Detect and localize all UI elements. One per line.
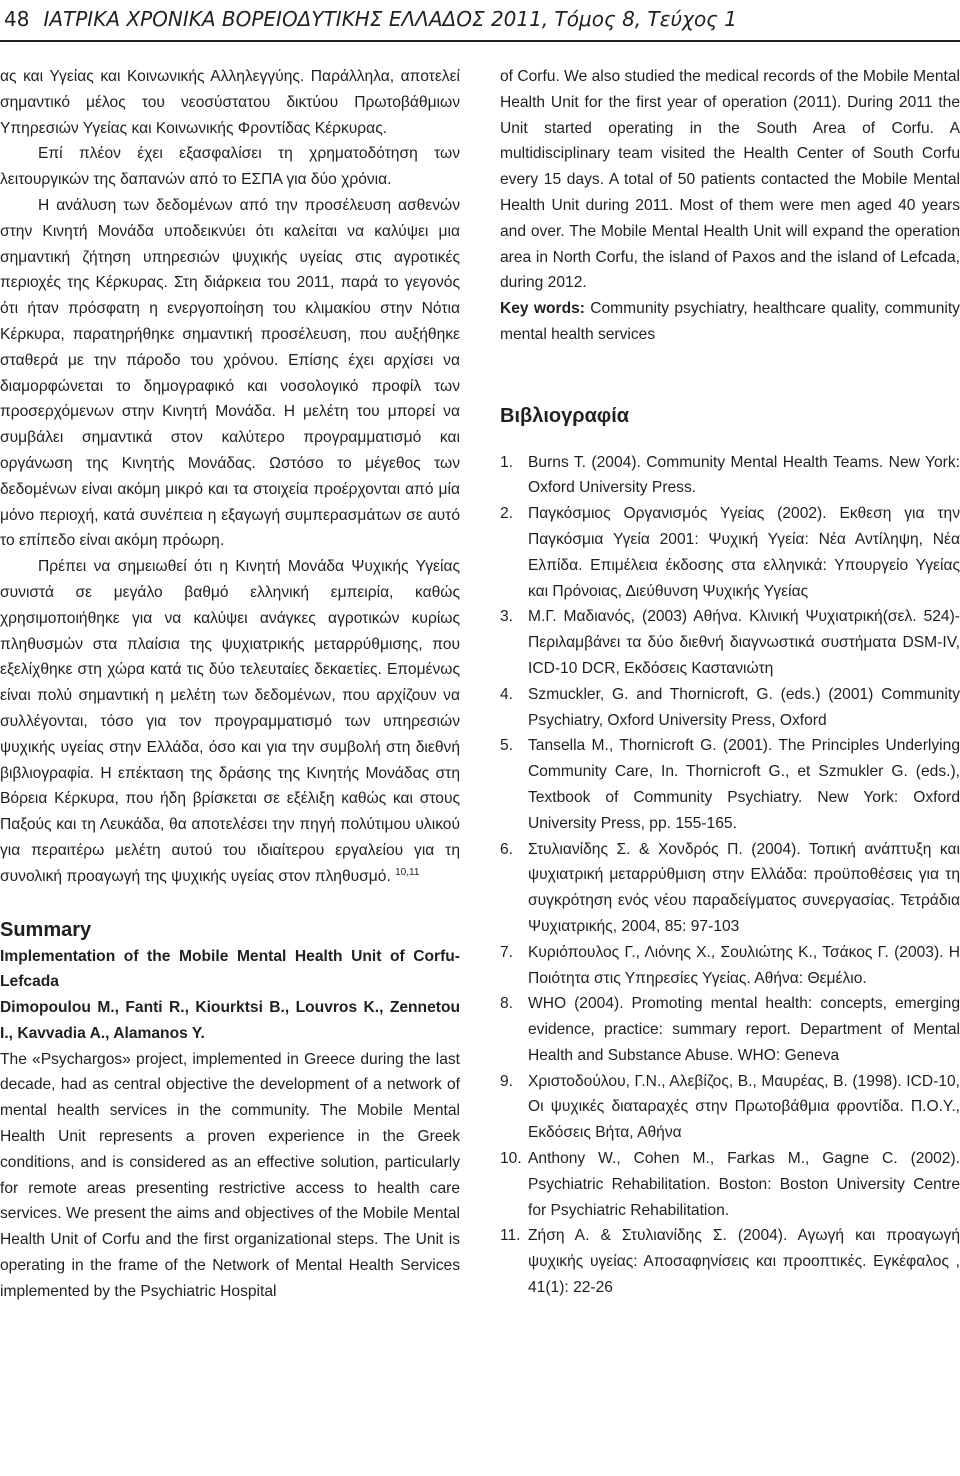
reference-number: 10. (500, 1150, 522, 1168)
reference-text: Tansella M., Thornicroft G. (2001). The Principles Underlying Community Care, In. Thornicroft G., et Szmukler G. (eds.), Textbook of Community Psychiatry. New York: Oxford University Press, pp. 155-165. (528, 737, 960, 832)
body-paragraph-with-citation (0, 554, 460, 889)
summary-title: Implementation of the Mobile Mental Health Unit of Corfu-Lefcada (0, 947, 460, 991)
citation-superscript: 10,11 (395, 866, 420, 878)
keywords-text: Community psychiatry, healthcare quality, community mental health services (500, 300, 960, 343)
reference-number: 3. (500, 608, 514, 626)
reference-text: Στυλιανίδης Σ. & Χονδρός Π. (2004). Τοπική ανάπτυξη και ψυχιατρική μεταρρύθμιση στην Ελλάδα: προϋποθέσεις για τη συγκρότηση ενός νέου παραδείγματος συνεργασίας. Τετράδια Ψυχιατρικής, 2004, 85: 97-103 (528, 840, 960, 935)
reference-item (500, 837, 960, 940)
reference-item (500, 940, 960, 992)
summary-authors: Dimopoulou M., Fanti R., Kiourktsi B., Louvros K., Zennetou I., Kavvadia A., Alamanos Y. (0, 999, 460, 1042)
keywords (500, 296, 960, 348)
reference-item (500, 991, 960, 1068)
reference-item (500, 682, 960, 734)
page-header (0, 0, 960, 42)
reference-number: 8. (500, 995, 514, 1013)
reference-item (500, 1069, 960, 1146)
reference-number: 1. (500, 453, 514, 471)
reference-number: 5. (500, 737, 514, 755)
summary-heading: Summary (0, 918, 92, 941)
reference-list (500, 450, 960, 1301)
page-number: 48 (4, 7, 30, 31)
reference-number: 4. (500, 685, 514, 703)
right-column (500, 64, 960, 1301)
reference-number: 9. (500, 1072, 514, 1090)
body-paragraph-text: Πρέπει να σημειωθεί ότι η Κινητή Μονάδα Ψυχικής Υγείας συνιστά σε μεγάλο βαθμό ελληνική εμπειρία, καθώς χρησιμοποιήθηκε για να καλύψει ανάγκες αγροτικών κυρίως πληθυσμών στα πλαίσια της ψυχιατρικής μεταρρύθμισης, που εξελίχθηκε στη χώρα κατά τις δύο τελευταίες δεκαετίες. Επομένως είναι πολύ σημαντική η μελέτη των δεδομένων, που αρχίζουν να συλλέγονται, τόσο για τον προγραμματισμό των υπηρεσιών ψυχικής υγείας στην Ελλάδα, όσο και για την συμβολή στη διεθνή βιβλιογραφία. Η επέκταση της δράσης της Κινητής Μονάδας στη Βόρεια Κέρκυρα, που ήδη βρίσκεται σε εξέλιξη καθώς και στους Παξούς και τη Λευκάδα, θα αποτελέσει την πηγή πολύτιμου υλικού για περαιτέρω μελέτη αυτού του ιδιαίτερου εργαλείου για τη συνολική προαγωγή της ψυχικής υγείας στον πληθυσμό. (0, 558, 460, 885)
reference-text: Ζήση Α. & Στυλιανίδης Σ. (2004). Αγωγή και προαγωγή ψυχικής υγείας: Αποσαφηνίσεις και προοπτικές. Εγκέφαλος , 41(1): 22-26 (528, 1227, 960, 1297)
summary-body: The «Psychargos» project, implemented in Greece during the last decade, had as central objective the development of a network of mental health services in the community. The Mobile Mental Health Unit represents a proven experience in the Greek conditions, and is considered as an effective solution, particularly for remote areas presenting restrictive access to health care services. We present the aims and objectives of the Mobile Mental Health Unit of Corfu and the first organizational steps. The Unit is operating in the frame of the Network of Mental Health Services implemented by the Psychiatric Hospital (0, 1050, 460, 1300)
reference-number: 7. (500, 943, 514, 961)
reference-number: 6. (500, 840, 514, 858)
body-paragraph: Η ανάλυση των δεδομένων από την προσέλευση ασθενών στην Κινητή Μονάδα υποδεικνύει ότι καλείται να καλύψει μια σημαντική ζήτηση υπηρεσιών ψυχικής υγείας στις αγροτικές περιοχές της Κέρκυρας. Στη διάρκεια του 2011, παρά το γεγονός ότι ήταν πρόσφατη η ενεργοποίηση του κλιμακίου στην Νότια Κέρκυρα, παρατηρήθηκε σημαντική προσέλευση, που αυξήθηκε σταθερά με την πάροδο του χρόνου. Επίσης έχει αρχίσει να διαμορφώνεται το δημογραφικό και νοσολογικό προφίλ των προσερχόμενων στην Κινητή Μονάδα. Η μελέτη του μπορεί να συμβάλει σημαντικά στον καλύτερο προγραμματισμό και οργάνωση της Κινητής Μονάδας. Ωστόσο το μέγεθος των δεδομένων είναι ακόμη μικρό και τα στοιχεία προέρχονται από μία μόνο περιοχή, κατά συνέπεια η εξαγωγή συμπερασμάτων σε αυτό το επίπεδο είναι ακόμη πρόωρη. (0, 196, 460, 550)
reference-number: 2. (500, 505, 514, 523)
keywords-label: Key words: (500, 300, 585, 318)
reference-text: Μ.Γ. Μαδιανός, (2003) Αθήνα. Κλινική Ψυχιατρική(σελ. 524)- Περιλαμβάνει τα δύο διεθνή διαγνωστικά συστήματα DSM-IV, ICD-10 DCR, Εκδόσεις Καστανιώτη (528, 608, 960, 677)
reference-text: WHO (2004). Promoting mental health: concepts, emerging evidence, practice: summary report. Department of Mental Health and Substance Abuse. WHO: Geneva (528, 995, 960, 1064)
journal-title: ΙΑΤΡΙΚΑ ΧΡΟΝΙΚΑ ΒΟΡΕΙΟΔΥΤΙΚΗΣ ΕΛΛΑΔΟΣ 2011, Τόμος 8, Τεύχος 1 (43, 7, 737, 31)
reference-item (500, 1223, 960, 1300)
left-column (0, 64, 460, 1305)
reference-item (500, 733, 960, 836)
reference-item (500, 1146, 960, 1223)
summary-body-continued: of Corfu. We also studied the medical records of the Mobile Mental Health Unit for the first year of operation (2011). During 2011 the Unit started operating in the South Area of Corfu. A multidisciplinary team visited the Health Center of South Corfu every 15 days. A total of 50 patients contacted the Mobile Mental Health Unit during 2011. Most of them were men aged 40 years and over. The Mobile Mental Health Unit will expand the operation area in North Corfu, the island of Paxos and the island of Lefcada, during 2012. (500, 68, 960, 292)
reference-number: 11. (500, 1227, 521, 1245)
reference-item (500, 604, 960, 681)
reference-item (500, 450, 960, 502)
reference-text: Κυριόπουλος Γ., Λιόνης Χ., Σουλιώτης Κ., Τσάκος Γ. (2003). Η Ποιότητα στις Υπηρεσίες Υγείας. Αθήνα: Θεμέλιο. (528, 943, 960, 987)
bibliography-heading: Βιβλιογραφία (500, 404, 630, 427)
reference-item (500, 501, 960, 604)
reference-text: Anthony W., Cohen M., Farkas M., Gagne C. (2002). Psychiatric Rehabilitation. Boston: Boston University Centre for Psychiatric Rehabilitation. (528, 1150, 960, 1219)
reference-text: Szmuckler, G. and Thornicroft, G. (eds.) (2001) Community Psychiatry, Oxford University Press, Oxford (528, 685, 960, 729)
body-paragraph: Επί πλέον έχει εξασφαλίσει τη χρηματοδότηση των λειτουργικών της δαπανών από το ΕΣΠΑ για δύο χρόνια. (0, 145, 460, 189)
reference-text: Χριστοδούλου, Γ.Ν., Αλεβίζος, Β., Μαυρέας, Β. (1998). ICD-10, Οι ψυχικές διαταραχές στην Πρωτοβάθμια φροντίδα. Π.Ο.Υ., Εκδόσεις Βήτα, Αθήνα (528, 1072, 960, 1142)
reference-text: Παγκόσμιος Οργανισμός Υγείας (2002). Εκθεση για την Παγκόσμια Υγεία 2001: Ψυχική Υγεία: Νέα Αντίληψη, Νέα Ελπίδα. Επιμέλεια έκδοσης στα ελληνικά: Υπουργείο Υγείας και Πρόνοιας, Διεύθυνση Ψυχικής Υγείας (528, 505, 960, 600)
body-paragraph: ας και Υγείας και Κοινωνικής Αλληλεγγύης. Παράλληλα, αποτελεί σημαντικό μέλος του νεοσύστατου δικτύου Πρωτοβάθμιων Υπηρεσιών Υγείας και Κοινωνικής Φροντίδας Κέρκυρας. (0, 68, 460, 137)
reference-text: Burns T. (2004). Community Mental Health Teams. New York: Oxford University Press. (528, 453, 960, 497)
